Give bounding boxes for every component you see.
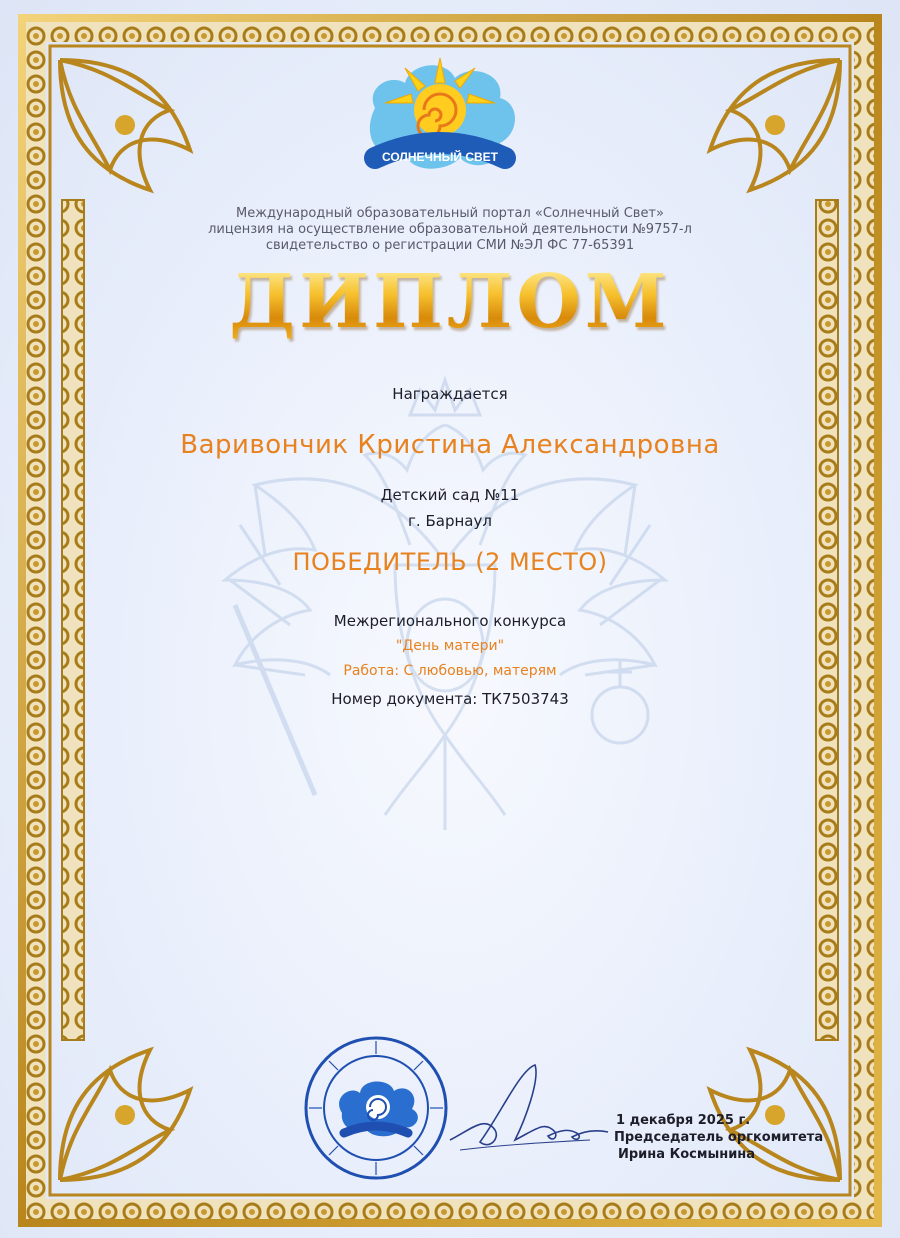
handwritten-signature: [440, 1060, 615, 1160]
place-award: ПОБЕДИТЕЛЬ (2 МЕСТО): [292, 548, 608, 576]
license-line: лицензия на осуществление образовательной деятельности №9757-л: [208, 222, 692, 237]
registration-line: свидетельство о регистрации СМИ №ЭЛ ФС 77-65391: [265, 238, 635, 253]
contest-type: Межрегионального конкурса: [333, 612, 567, 630]
signer-role: Председатель оргкомитета: [614, 1130, 824, 1145]
org-name-line: Международный образовательный портал «Солнечный Свет»: [236, 206, 664, 221]
city: г. Барнаул: [408, 512, 492, 530]
official-seal: [302, 1033, 450, 1183]
signature-block: [614, 1112, 824, 1163]
institution: Детский сад №11: [380, 486, 520, 504]
contest-name: "День матери": [395, 638, 505, 654]
signer-name: Ирина Космынина: [618, 1147, 756, 1162]
issue-date: 1 декабря 2025 г.: [616, 1113, 751, 1128]
recipient-name: Варивончик Кристина Александровна: [180, 430, 720, 460]
logo-text: СОЛНЕЧНЫЙ СВЕТ: [382, 150, 498, 164]
sun-logo: [355, 48, 525, 178]
diploma-title: ДИПЛОМ: [150, 262, 750, 342]
document-number: Номер документа: ТК7503743: [331, 690, 569, 708]
awarded-label: Награждается: [392, 385, 508, 403]
work-title: Работа: С любовью, матерям: [343, 663, 557, 679]
